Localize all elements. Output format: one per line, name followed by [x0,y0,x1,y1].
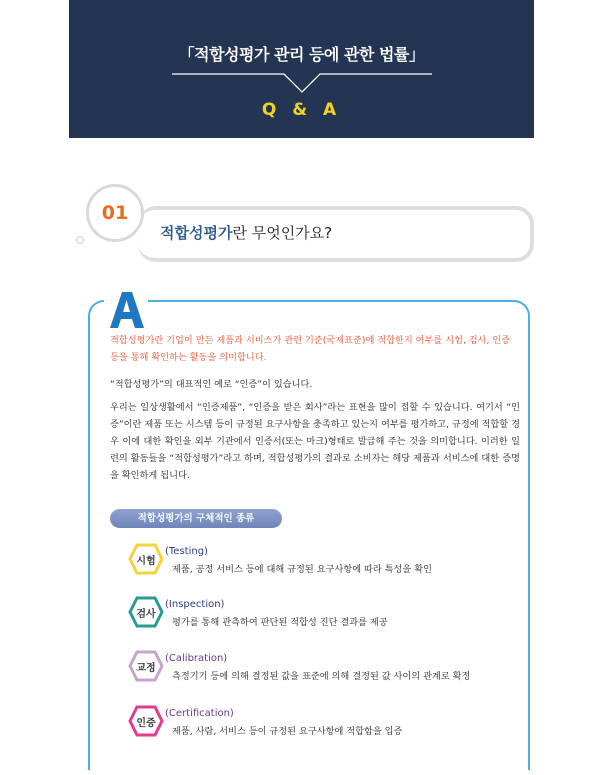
question-rest: 란 무엇인가요? [232,224,333,242]
type-item-inspection [128,596,508,632]
type-description: 제품, 사람, 서비스 등이 규정된 요구사항에 적합함을 입증 [172,726,403,737]
type-description: 측정기기 등에 의해 결정된 값을 표준에 의해 결정된 값 사이의 관계로 확정 [172,671,471,682]
type-english: (Inspection) [165,599,225,610]
question-text [160,222,332,243]
type-description: 제품, 공정 서비스 등에 대해 규정된 요구사항에 따라 특성을 확인 [172,564,432,575]
answer-badge-icon [104,288,148,332]
question-block [76,178,536,268]
chevron-down-icon [172,72,432,96]
type-label: 교정 [136,663,156,674]
type-english: (Calibration) [165,653,228,664]
question-number: 01 [101,202,129,224]
type-label: 시험 [136,556,156,567]
header-banner [69,0,534,138]
type-description: 평가를 통해 관측하여 판단된 적합성 진단 결과를 제공 [172,617,388,628]
type-item-testing [128,543,508,579]
type-english: (Testing) [165,546,208,557]
explanation-text: 우리는 일상생활에서 “인증제품”, “인증을 받은 회사”라는 표현을 많이 접할 수 있습니다. 여기서 “인증”이란 제품 또는 시스템 등이 규정된 요구사항을 충족하고 있는지 여부를 평가하고, 규정에 적합할 경우 이에 대한 확인을 외부 기관에서 인증서(또는 마크)형태로 발급해 주는 것을 의미합니다. 이러한 일련의 활동들을 “적합성평가”라고 하며, 적합성평가의 결과로 소비자는 해당 제품과 서비스에 대한 증명을 확인하게 됩니다. [110,402,520,481]
type-item-certification [128,705,508,741]
decorative-dot [76,236,84,244]
type-item-calibration [128,650,508,686]
type-english: (Certification) [165,708,234,719]
answer-content [110,332,520,490]
question-number-circle [86,184,144,242]
type-label: 검사 [136,609,156,620]
question-keyword: 적합성평가 [160,224,233,242]
qa-label: Q & A [261,100,342,120]
types-title-pill: 적합성평가의 구체적인 종류 [110,509,282,528]
definition-text: 적합성평가란 기업이 만든 제품과 서비스가 관련 기준(국제표준)에 적합한지 여부를 시험, 검사, 인증 등을 통해 확인하는 활동을 의미합니다. [110,335,511,363]
document-title: 「적합성평가 관리 등에 관한 법률」 [178,45,425,64]
answer-badge-text: A [104,288,105,289]
example-text: “적합성평가”의 대표적인 예로 “인증”이 있습니다. [110,379,313,390]
type-label: 인증 [136,718,156,729]
